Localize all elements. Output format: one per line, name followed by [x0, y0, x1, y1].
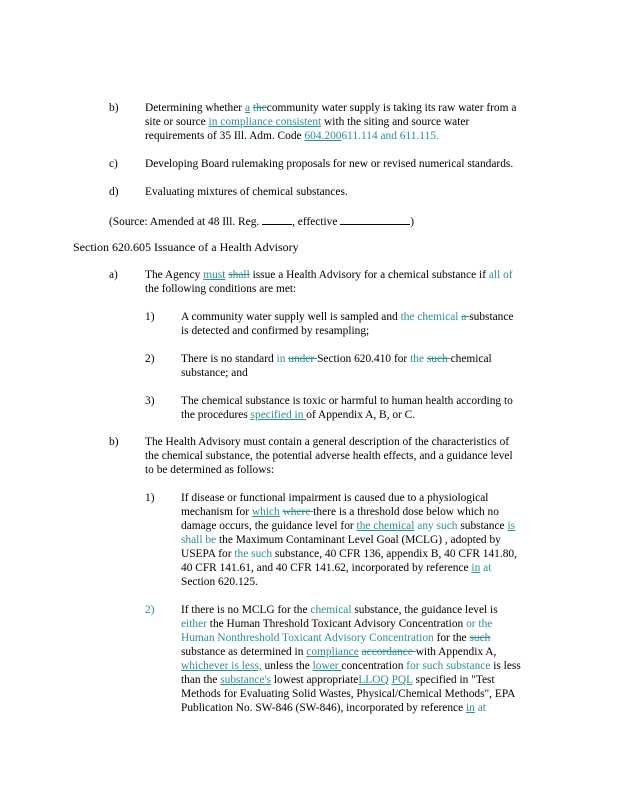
source-note: (Source: Amended at 48 Ill. Reg. , effective ) — [109, 213, 569, 229]
section-a-text: The Agency must shall issue a Health Advisory for a chemical substance if all of the following conditions are met: — [145, 269, 513, 295]
item-b-marker: b) — [109, 102, 119, 114]
sub-a2-marker: 2) — [145, 353, 155, 365]
sub-b1-marker: 1) — [145, 492, 155, 504]
item-c-marker: c) — [109, 158, 118, 170]
sub-b2-marker: 2) — [145, 604, 155, 616]
sub-a3-text: The chemical substance is toxic or harmful to human health according to the procedures specified in of Appendix A, B, or C. — [181, 395, 513, 421]
item-d-text: Evaluating mixtures of chemical substances. — [145, 186, 348, 198]
sub-b2-text: If there is no MCLG for the chemical substance, the guidance level is either the Human Threshold Toxicant Advisory Concentration or the Human Nonthreshold Toxicant Advisory Concentration for the such substance as determined in compliance accordance with Appendix A, whichever is less, unless the lower concentration for such substance is less than the substance's lowest appropriateLLOQ PQL specified in "Test Methods for Evaluating Solid Wastes, Physical/Chemical Methods", EPA Publication No. SW-846 (SW-846), incorporated by reference in at — [181, 604, 521, 714]
sub-b1-text: If disease or functional impairment is caused due to a physiological mechanism for which where there is a threshold dose below which no damage occurs, the guidance level for the chemical any such substance is shall be the Maximum Contaminant Level Goal (MCLG) , adopted by USEPA for the such substance, 40 CFR 136, appendix B, 40 CFR 141.80, 40 CFR 141.61, and 40 CFR 141.62, incorporated by reference in at Section 620.125. — [181, 492, 517, 588]
section-a-marker: a) — [109, 269, 118, 281]
sub-a1-text: A community water supply well is sampled and the chemical a substance is detected and confirmed by resampling; — [181, 311, 514, 337]
item-b-text: Determining whether a thecommunity water supply is taking its raw water from a site or source in compliance consistent with the siting and source water requirements of 35 Ill. Adm. Code 604.200611.114 and 611.115. — [145, 102, 517, 142]
sub-a2-text: There is no standard in under Section 620.410 for the such chemical substance; and — [181, 353, 492, 379]
item-c-text: Developing Board rulemaking proposals for new or revised numerical standards. — [145, 158, 514, 170]
section-heading: Section 620.605 Issuance of a Health Advisory — [73, 240, 299, 254]
sub-a3-marker: 3) — [145, 395, 155, 407]
sub-a1-marker: 1) — [145, 311, 155, 323]
section-b-text: The Health Advisory must contain a general description of the characteristics of the chemical substance, the potential adverse health effects, and a guidance level to be determined as follows: — [145, 436, 513, 476]
item-d-marker: d) — [109, 186, 119, 198]
section-b-marker: b) — [109, 436, 119, 448]
